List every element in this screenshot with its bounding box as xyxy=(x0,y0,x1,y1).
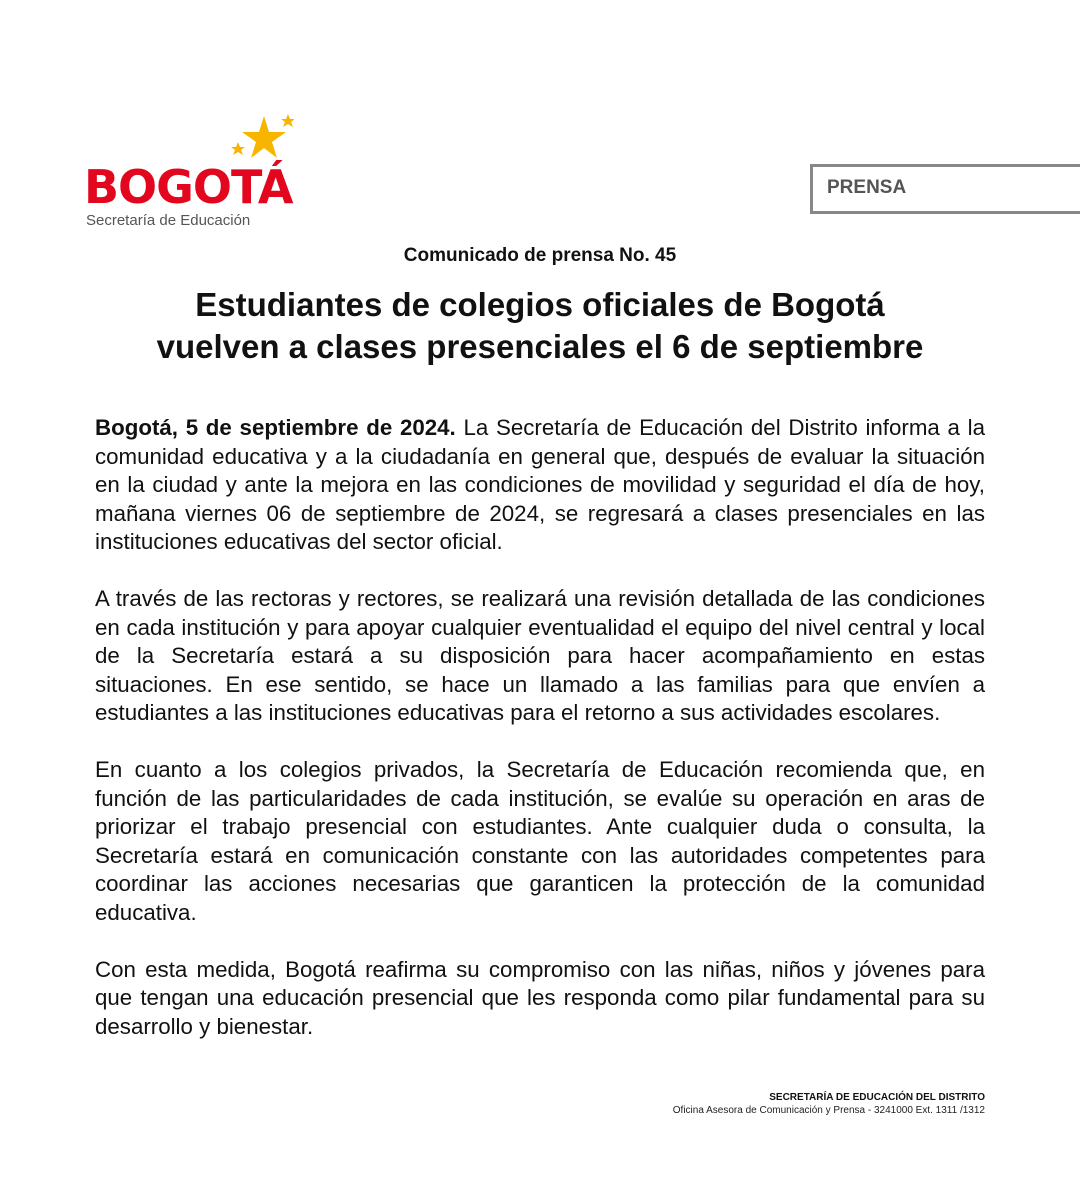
logo-subtitle: Secretaría de Educación xyxy=(86,212,251,229)
section-label: PRENSA xyxy=(827,177,907,198)
paragraph-1 xyxy=(95,414,985,557)
footer-contact: Oficina Asesora de Comunicación y Prensa - 3241000 Ext. 1311 /1312 xyxy=(672,1105,985,1116)
body-text xyxy=(95,414,985,1041)
headline xyxy=(0,284,1080,368)
paragraph-3: En cuanto a los colegios privados, la Secretaría de Educación recomienda que, en función de las particularidades de cada institución, se evalúe su operación en aras de priorizar el trabajo presencial con estudiantes. Ante cualquier duda o consulta, la Secretaría estará en comunicación constante con las autoridades competentes para coordinar las acciones necesarias que garanticen la protección de la comunidad educativa. xyxy=(95,757,985,925)
paragraph-1-text: La Secretaría de Educación del Distrito informa a la comunidad educativa y a la ciudadanía en general que, después de evaluar la situación en la ciudad y ante la mejora en las condiciones de movilidad y seguridad el día de hoy, mañana viernes 06 de septiembre de 2024, se regresará a clases presenciales en las instituciones educativas del sector oficial. xyxy=(95,415,985,554)
headline-line-1: Estudiantes de colegios oficiales de Bogotá xyxy=(195,286,885,323)
prensa-box xyxy=(810,164,1080,214)
logo-wordmark: BOGOTÁ xyxy=(84,160,293,214)
paragraph-4: Con esta medida, Bogotá reafirma su compromiso con las niñas, niños y jóvenes para que tengan una educación presencial que les responda como pilar fundamental para su desarrollo y bienestar. xyxy=(95,956,985,1039)
headline-line-2: vuelven a clases presenciales el 6 de septiembre xyxy=(156,328,924,365)
bogota-logo xyxy=(84,112,304,236)
paragraph-2: A través de las rectoras y rectores, se realizará una revisión detallada de las condiciones en cada institución y para apoyar cualquier eventualidad el equipo del nivel central y local de la Secretaría estará a su disposición para hacer acompañamiento en estas situaciones. En ese sentido, se hace un llamado a las familias para que envíen a estudiantes a las instituciones educativas para el retorno a sus actividades escolares. xyxy=(95,586,985,725)
communique-number: Comunicado de prensa No. 45 xyxy=(403,245,677,266)
footer-office: SECRETARÍA DE EDUCACIÓN DEL DISTRITO xyxy=(769,1092,985,1103)
dateline: Bogotá, 5 de septiembre de 2024. xyxy=(95,415,456,440)
